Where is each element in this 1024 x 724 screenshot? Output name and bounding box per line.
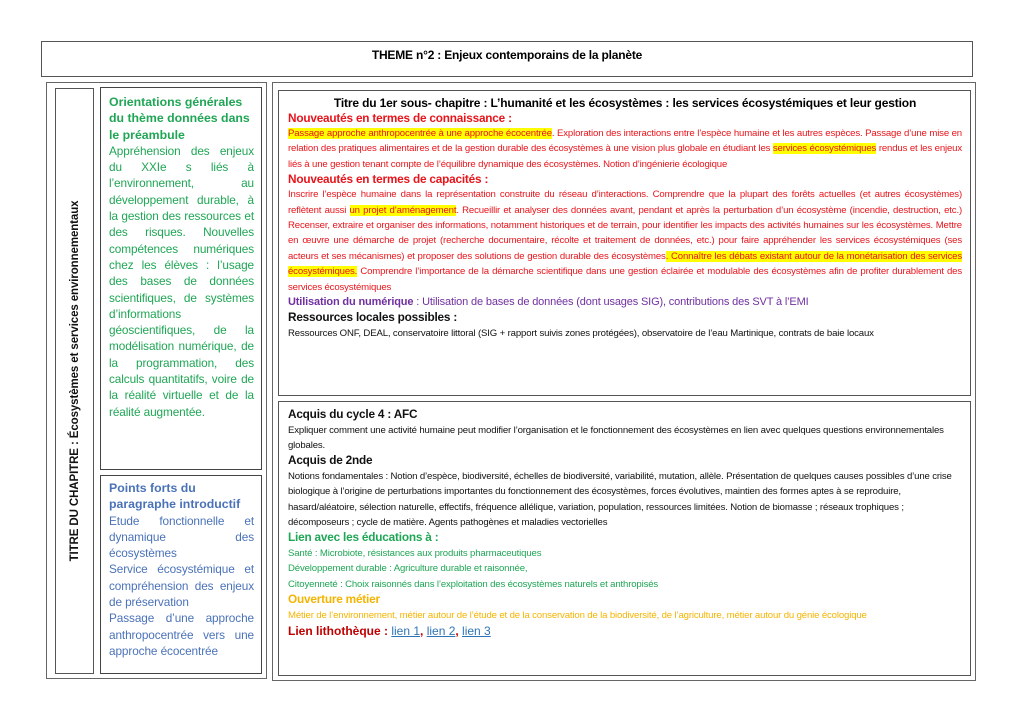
acquis-box — [278, 401, 971, 676]
educations-heading: Lien avec les éducations à : — [288, 530, 439, 545]
text-run: rendus et les enjeux liés à une gestion tenant compte de l’équilibre dynamique des écosystèmes. Notion d’ingénierie écologique — [288, 143, 962, 170]
highlight: . Connaître les débats existant autour de la monétarisation des services écosystémiques. — [288, 250, 962, 278]
subchapter-box — [278, 90, 971, 396]
education-item: Santé : Microbiote, résistances aux produits pharmaceutiques — [288, 547, 542, 559]
highlight: services écosystémiques — [772, 143, 877, 155]
lithotheque-label: Lien lithothèque : — [288, 624, 392, 639]
cycle4-text: Expliquer comment une activité humaine peut modifier l’organisation et le fonctionnement des écosystèmes en lien avec quelques questions environnementales globales. — [288, 424, 944, 451]
numerique-text: : Utilisation de bases de données (dont usages SIG), contributions des SVT à l’EMI — [413, 296, 809, 309]
seconde-heading: Acquis de 2nde — [288, 453, 373, 468]
ressources-text: Ressources ONF, DEAL, conservatoire littoral (SIG + rapport suivis zones protégées), observatoire de l’eau Martinique, contrats de baie locaux — [288, 327, 874, 339]
subchapter-title: Titre du 1er sous- chapitre : L’humanité et les écosystèmes : les services écosystémiques et leur gestion — [333, 96, 917, 110]
points-forts-heading: Points forts du paragraphe introductif — [109, 481, 241, 512]
lithotheque-line — [288, 623, 962, 640]
ressources-heading: Ressources locales possibles : — [288, 310, 458, 325]
capacites-text — [288, 187, 962, 295]
connaissance-heading: Nouveautés en termes de connaissance : — [288, 111, 512, 125]
seconde-text: Notions fondamentales : Notion d’espèce, biodiversité, échelles de biodiversité, variabilité, mutation, allèle. Présentation de quelques causes possibles d’une crise biologique à l’origine de perturbations importantes du fonctionnement des écosystèmes, forces évolutives, maintien des formes aptes à se reproduire, hasard/aléatoire, sélection naturelle, effectifs, fréquence allélique, variation, population, ressources limitées. Notion de biomasse ; réseaux trophiques ; décomposeurs ; cycle de matière. Agents pathogènes et maladies vectorielles — [288, 470, 952, 529]
orientations-body: Appréhension des enjeux du XXIe s liés à l’environnement, au développement durable, à la gestion des ressources et des risques. Nouvelles compétences numériques chez les élèves : l’usage des bases de données scientifiques, de systèmes d’informations géoscientifiques, de la modélisation numérique, de la programmation, des calculs quantitatifs, voire de la réalité virtuelle et de la réalité augmentée. — [109, 143, 254, 419]
education-item: Développement durable : Agriculture durable et raisonnée, — [288, 563, 528, 575]
text-run: Inscrire l’espèce humaine dans la représentation construite du réseau d’interactions. Comprendre que la plupart des forêts actuelles (et autres écosystèmes) reflètent aussi — [288, 189, 962, 216]
points-forts-item: Etude fonctionnelle et dynamique des écosystèmes — [109, 513, 254, 561]
lithotheque-link-1[interactable]: lien 1 — [391, 624, 421, 639]
theme-header-box — [41, 41, 973, 77]
points-forts-box — [100, 475, 262, 674]
metier-text: Métier de l’environnement, métier autour de l’étude et de la conservation de la biodiversité, de l’agriculture, métier autour du génie écologique — [288, 609, 867, 621]
separator: , — [455, 624, 463, 639]
numerique-label: Utilisation du numérique — [288, 296, 414, 309]
text-run: . Exploration des interactions entre l’espèce humaine et les autres espèces. Passage d’une mise en relation des pratiques alimentaires et de la gestion durable des écosystèmes à une vision plus globale en étudiant les — [288, 128, 962, 155]
orientations-heading: Orientations générales du thème données dans le préambule — [109, 95, 250, 142]
education-item: Citoyenneté : Choix raisonnés dans l’exploitation des écosystèmes naturels et anthropisés — [288, 578, 659, 590]
highlight: Passage approche anthropocentrée à une approche écocentrée — [288, 128, 552, 139]
points-forts-item: Service écosystémique et compréhension des enjeux de préservation — [109, 562, 254, 610]
text-run: . Recueillir et analyser des données avant, pendant et après la perturbation d’un écosystème (incendie, destruction, etc.) Recenser, extraire et organiser des informations, notamment historiques et de terrain, pour identifier les impacts des activités humaines sur les écosystèmes. Mettre en œuvre une démarche de projet (recherche documentaire, récolte et traitement de données, etc.) pour faire appréhender les services écosystémiques (ses acteurs et ses mécanismes) et proposer des solutions de gestion durable des écosystèmes — [288, 204, 962, 262]
lithotheque-link-3[interactable]: lien 3 — [462, 624, 491, 639]
numerique-line — [288, 295, 962, 310]
metier-heading: Ouverture métier — [288, 592, 380, 607]
connaissance-text — [288, 126, 962, 172]
text-run: Comprendre l’importance de la démarche scientifique dans une gestion éclairée et modulable des écosystèmes afin de profiter durablement des services écosystémiques — [288, 266, 962, 293]
highlight: un projet d’aménagement — [349, 204, 457, 216]
orientations-box — [100, 87, 262, 470]
chapter-title-column — [55, 88, 94, 674]
capacites-heading: Nouveautés en termes de capacités : — [288, 172, 489, 187]
points-forts-item: Passage d’une approche anthropocentrée vers une approche écocentrée — [109, 611, 254, 658]
lithotheque-link-2[interactable]: lien 2 — [426, 624, 456, 639]
cycle4-heading: Acquis du cycle 4 : AFC — [288, 407, 418, 421]
separator: , — [420, 624, 427, 639]
chapter-title: TITRE DU CHAPITRE : Écosystèmes et services environnementaux — [68, 200, 81, 562]
theme-title: THEME n°2 : Enjeux contemporains de la planète — [371, 48, 643, 62]
